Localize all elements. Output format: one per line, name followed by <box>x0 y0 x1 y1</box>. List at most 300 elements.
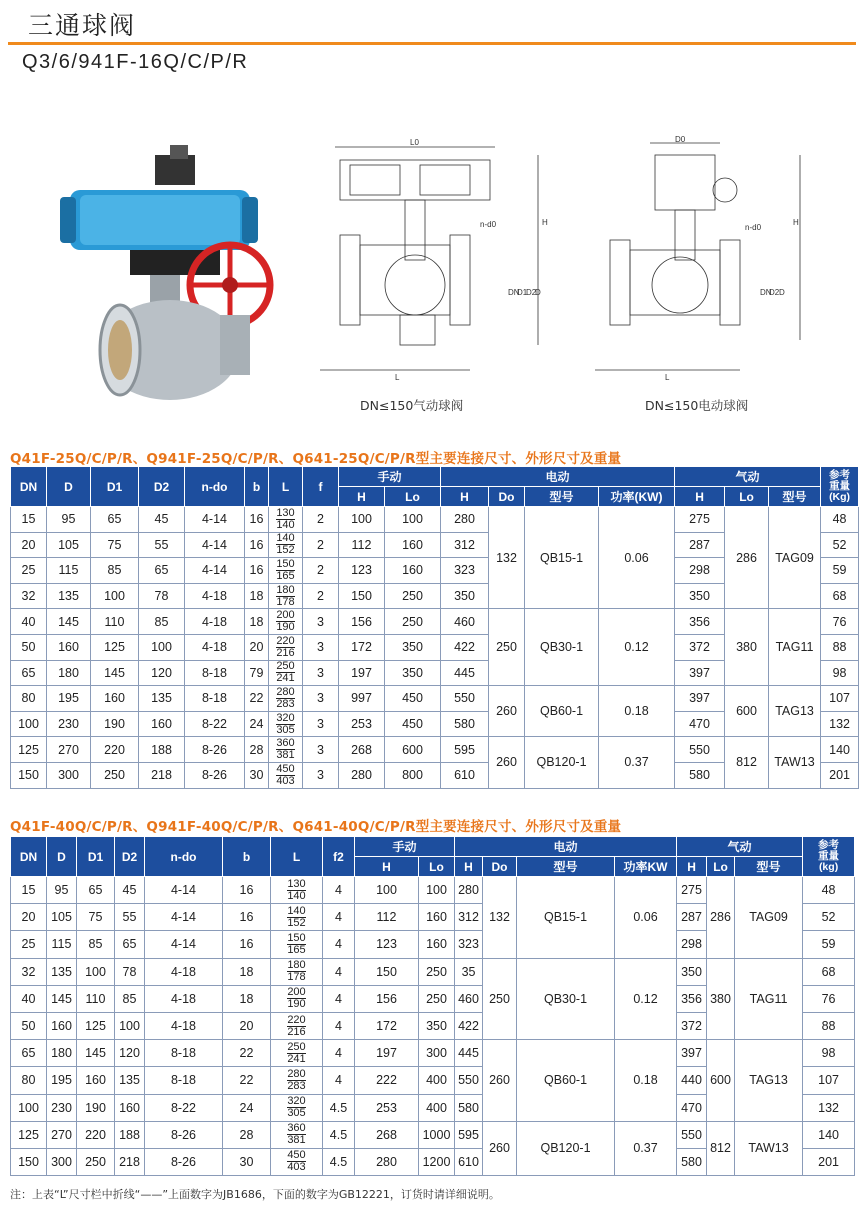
cell-weight: 107 <box>803 1067 855 1094</box>
cell-electric-h: 312 <box>441 532 489 558</box>
cell-weight: 48 <box>803 877 855 904</box>
cell-l <box>271 1012 323 1039</box>
cell-pneu-h: 580 <box>675 762 725 788</box>
cell-ndo: 8-18 <box>185 660 245 686</box>
cell-electric-h: 610 <box>441 762 489 788</box>
cell-f: 3 <box>303 634 339 660</box>
cell-dn: 100 <box>11 1094 47 1121</box>
cell-pneu-h: 440 <box>677 1067 707 1094</box>
cell-manual-lo: 450 <box>385 686 441 712</box>
cell-d: 135 <box>47 958 77 985</box>
cell-d2: 85 <box>115 985 145 1012</box>
cell-ndo: 8-22 <box>145 1094 223 1121</box>
cell-l-gb: 140 <box>287 889 306 902</box>
cell-l <box>269 660 303 686</box>
pneumatic-valve-drawing <box>320 135 550 385</box>
cell-ndo: 8-26 <box>145 1121 223 1148</box>
cell-electric-do: 132 <box>489 507 525 609</box>
cell-pneu-h: 287 <box>675 532 725 558</box>
cell-b: 22 <box>223 1040 271 1067</box>
col-manual: 手动 <box>355 837 455 857</box>
cell-electric-do: 260 <box>489 737 525 788</box>
col-manual-lo: Lo <box>385 487 441 507</box>
cell-dn: 20 <box>11 904 47 931</box>
cell-l-gb: 165 <box>276 569 295 582</box>
cell-d2: 218 <box>139 762 185 788</box>
cell-d1: 220 <box>77 1121 115 1148</box>
cell-dn: 80 <box>11 1067 47 1094</box>
cell-dn: 80 <box>11 686 47 712</box>
table1-title: Q41F-25Q/C/P/R、Q941F-25Q/C/P/R、Q641-25Q/C/P/R型主要连接尺寸、外形尺寸及重量 <box>10 451 622 467</box>
cell-manual-lo: 300 <box>419 1040 455 1067</box>
cell-d1: 110 <box>77 985 115 1012</box>
cell-pneu-h: 356 <box>677 985 707 1012</box>
cell-d2: 100 <box>115 1012 145 1039</box>
cell-pneu-lo: 812 <box>725 737 769 788</box>
cell-dn: 150 <box>11 762 47 788</box>
cell-electric-h: 445 <box>455 1040 483 1067</box>
cell-f: 4 <box>323 1012 355 1039</box>
cell-d1: 145 <box>91 660 139 686</box>
cell-manual-h: 156 <box>339 609 385 635</box>
cell-d1: 145 <box>77 1040 115 1067</box>
cell-l <box>271 904 323 931</box>
cell-d: 300 <box>47 762 91 788</box>
col-pneu-model: 型号 <box>769 487 821 507</box>
cell-electric-h: 323 <box>455 931 483 958</box>
cell-weight: 88 <box>821 634 859 660</box>
cell-pneu-model: TAG11 <box>769 609 821 686</box>
cell-d1: 75 <box>77 904 115 931</box>
cell-l <box>269 583 303 609</box>
cell-d2: 188 <box>115 1121 145 1148</box>
cell-l-jb: 280 <box>287 1067 306 1080</box>
cell-dn: 32 <box>11 958 47 985</box>
cell-d2: 55 <box>115 904 145 931</box>
cell-l-jb: 180 <box>287 959 306 972</box>
cell-l-gb: 190 <box>287 998 306 1011</box>
cell-electric-h: 280 <box>441 507 489 533</box>
cell-manual-lo: 250 <box>419 958 455 985</box>
cell-f: 2 <box>303 558 339 584</box>
cell-pneu-lo: 600 <box>707 1040 735 1122</box>
svg-text:n-d0: n-d0 <box>745 223 762 232</box>
cell-d1: 220 <box>91 737 139 763</box>
cell-electric-h: 35 <box>455 958 483 985</box>
cell-electric-model: QB15-1 <box>517 877 615 959</box>
cell-manual-h: 268 <box>355 1121 419 1148</box>
cell-b: 24 <box>223 1094 271 1121</box>
cell-l-gb: 305 <box>276 723 295 736</box>
cell-manual-lo: 1200 <box>419 1148 455 1175</box>
valve-photo <box>60 135 290 415</box>
cell-d2: 160 <box>115 1094 145 1121</box>
cell-electric-h: 580 <box>455 1094 483 1121</box>
cell-b: 18 <box>245 583 269 609</box>
col-manual-h: H <box>355 857 419 877</box>
cell-d2: 120 <box>139 660 185 686</box>
col-d2: D2 <box>115 837 145 877</box>
cell-manual-lo: 160 <box>419 931 455 958</box>
cell-d2: 55 <box>139 532 185 558</box>
cell-l <box>271 1121 323 1148</box>
cell-manual-h: 100 <box>339 507 385 533</box>
cell-f: 3 <box>303 762 339 788</box>
cell-d2: 65 <box>139 558 185 584</box>
cell-pneu-h: 470 <box>675 711 725 737</box>
cell-manual-lo: 800 <box>385 762 441 788</box>
cell-ndo: 4-14 <box>145 931 223 958</box>
cell-f: 3 <box>303 737 339 763</box>
cell-f: 3 <box>303 609 339 635</box>
col-electric-h: H <box>455 857 483 877</box>
cell-f: 4.5 <box>323 1121 355 1148</box>
col-ndo: n-do <box>145 837 223 877</box>
cell-manual-h: 123 <box>339 558 385 584</box>
cell-electric-h: 312 <box>455 904 483 931</box>
cell-l-jb: 360 <box>287 1122 306 1135</box>
cell-ndo: 4-18 <box>185 609 245 635</box>
cell-d2: 120 <box>115 1040 145 1067</box>
cell-manual-h: 123 <box>355 931 419 958</box>
cell-l <box>269 532 303 558</box>
cell-manual-lo: 350 <box>385 634 441 660</box>
col-electric: 电动 <box>455 837 677 857</box>
cell-pneu-model: TAW13 <box>769 737 821 788</box>
cell-dn: 65 <box>11 660 47 686</box>
cell-weight: 201 <box>803 1148 855 1175</box>
cell-l <box>269 711 303 737</box>
cell-l <box>269 737 303 763</box>
col-electric-do: Do <box>489 487 525 507</box>
cell-weight: 52 <box>803 904 855 931</box>
cell-b: 79 <box>245 660 269 686</box>
cell-manual-h: 268 <box>339 737 385 763</box>
cell-electric-power: 0.18 <box>599 686 675 737</box>
cell-l-gb: 140 <box>276 518 295 531</box>
col-manual-lo: Lo <box>419 857 455 877</box>
cell-d1: 85 <box>91 558 139 584</box>
cell-dn: 20 <box>11 532 47 558</box>
col-electric-h: H <box>441 487 489 507</box>
cell-pneu-model: TAG13 <box>735 1040 803 1122</box>
cell-pneu-lo: 286 <box>725 507 769 609</box>
cell-electric-h: 422 <box>455 1012 483 1039</box>
cell-d1: 125 <box>77 1012 115 1039</box>
col-dn: DN <box>11 467 47 507</box>
cell-l-gb: 152 <box>276 544 295 557</box>
cell-manual-lo: 350 <box>385 660 441 686</box>
cell-weight: 140 <box>803 1121 855 1148</box>
cell-b: 30 <box>223 1148 271 1175</box>
cell-d1: 190 <box>77 1094 115 1121</box>
cell-pneu-model: TAG09 <box>735 877 803 959</box>
cell-l <box>271 1040 323 1067</box>
cell-d: 270 <box>47 737 91 763</box>
cell-d: 105 <box>47 532 91 558</box>
cell-l-jb: 200 <box>276 609 295 622</box>
cell-ndo: 4-14 <box>145 877 223 904</box>
col-weight: 参考 重量 (Kg) <box>821 467 859 507</box>
cell-b: 24 <box>245 711 269 737</box>
cell-d2: 188 <box>139 737 185 763</box>
cell-f: 4 <box>323 931 355 958</box>
col-d: D <box>47 837 77 877</box>
cell-weight: 76 <box>821 609 859 635</box>
col-dn: DN <box>11 837 47 877</box>
cell-b: 28 <box>223 1121 271 1148</box>
cell-electric-power: 0.12 <box>599 609 675 686</box>
cell-l <box>271 1067 323 1094</box>
cell-electric-model: QB15-1 <box>525 507 599 609</box>
cell-electric-h: 445 <box>441 660 489 686</box>
cell-d: 160 <box>47 634 91 660</box>
cell-dn: 65 <box>11 1040 47 1067</box>
cell-d: 195 <box>47 686 91 712</box>
cell-dn: 40 <box>11 609 47 635</box>
cell-electric-model: QB120-1 <box>525 737 599 788</box>
cell-l-jb: 150 <box>276 557 295 570</box>
cell-l-jb: 200 <box>287 986 306 999</box>
cell-dn: 25 <box>11 558 47 584</box>
cell-d: 115 <box>47 931 77 958</box>
cell-l <box>271 1094 323 1121</box>
cell-pneu-lo: 812 <box>707 1121 735 1175</box>
cell-d2: 78 <box>139 583 185 609</box>
cell-manual-lo: 350 <box>419 1012 455 1039</box>
cell-d1: 250 <box>77 1148 115 1175</box>
cell-l-gb: 165 <box>287 943 306 956</box>
cell-l-gb: 305 <box>287 1107 306 1120</box>
col-electric-power: 功率(KW) <box>599 487 675 507</box>
cell-electric-model: QB120-1 <box>517 1121 615 1175</box>
col-pneumatic: 气动 <box>677 837 803 857</box>
cell-d2: 45 <box>139 507 185 533</box>
cell-f: 4.5 <box>323 1094 355 1121</box>
cell-l-jb: 450 <box>276 762 295 775</box>
cell-b: 20 <box>245 634 269 660</box>
cell-l-gb: 403 <box>276 774 295 787</box>
cell-electric-h: 422 <box>441 634 489 660</box>
cell-ndo: 4-14 <box>145 904 223 931</box>
cell-l-jb: 280 <box>276 685 295 698</box>
cell-electric-h: 460 <box>455 985 483 1012</box>
cell-manual-lo: 400 <box>419 1094 455 1121</box>
cell-dn: 50 <box>11 1012 47 1039</box>
cell-manual-h: 156 <box>355 985 419 1012</box>
cell-ndo: 8-18 <box>185 686 245 712</box>
cell-ndo: 4-14 <box>185 532 245 558</box>
cell-b: 28 <box>245 737 269 763</box>
cell-l-jb: 140 <box>276 532 295 545</box>
cell-b: 18 <box>223 958 271 985</box>
cell-l-jb: 320 <box>287 1095 306 1108</box>
col-manual: 手动 <box>339 467 441 487</box>
cell-electric-power: 0.12 <box>615 958 677 1040</box>
cell-l <box>269 609 303 635</box>
cell-ndo: 8-22 <box>185 711 245 737</box>
cell-d2: 135 <box>115 1067 145 1094</box>
cell-pneu-model: TAG09 <box>769 507 821 609</box>
cell-dn: 150 <box>11 1148 47 1175</box>
cell-pneu-lo: 286 <box>707 877 735 959</box>
col-pneu-h: H <box>677 857 707 877</box>
cell-ndo: 8-18 <box>145 1040 223 1067</box>
cell-f: 3 <box>303 686 339 712</box>
table-row <box>11 507 859 533</box>
cell-l <box>269 686 303 712</box>
cell-pneu-h: 287 <box>677 904 707 931</box>
cell-f: 4 <box>323 877 355 904</box>
cell-l-gb: 381 <box>287 1134 306 1147</box>
cell-d2: 65 <box>115 931 145 958</box>
svg-text:H: H <box>793 218 799 227</box>
svg-text:n-d0: n-d0 <box>480 220 497 229</box>
cell-d1: 125 <box>91 634 139 660</box>
cell-ndo: 4-14 <box>185 558 245 584</box>
cell-electric-h: 350 <box>441 583 489 609</box>
cell-electric-do: 132 <box>483 877 517 959</box>
col-l: L <box>271 837 323 877</box>
cell-l-gb: 152 <box>287 916 306 929</box>
cell-pneu-lo: 380 <box>707 958 735 1040</box>
title-rule <box>8 42 856 45</box>
cell-electric-h: 460 <box>441 609 489 635</box>
cell-d1: 160 <box>77 1067 115 1094</box>
cell-f: 4 <box>323 958 355 985</box>
cell-l-jb: 130 <box>287 877 306 890</box>
cell-d1: 100 <box>77 958 115 985</box>
cell-manual-h: 197 <box>339 660 385 686</box>
cell-b: 16 <box>245 532 269 558</box>
svg-text:D0: D0 <box>675 135 686 144</box>
cell-manual-h: 150 <box>339 583 385 609</box>
cell-d: 105 <box>47 904 77 931</box>
cell-d2: 100 <box>139 634 185 660</box>
cell-dn: 32 <box>11 583 47 609</box>
cell-weight: 107 <box>821 686 859 712</box>
cell-electric-h: 595 <box>455 1121 483 1148</box>
cell-f: 4 <box>323 1067 355 1094</box>
cell-b: 18 <box>245 609 269 635</box>
cell-manual-lo: 100 <box>385 507 441 533</box>
col-electric-model: 型号 <box>517 857 615 877</box>
cell-manual-h: 280 <box>339 762 385 788</box>
cell-l <box>271 958 323 985</box>
cell-dn: 25 <box>11 931 47 958</box>
col-pneumatic: 气动 <box>675 467 821 487</box>
cell-weight: 98 <box>803 1040 855 1067</box>
cell-electric-h: 550 <box>455 1067 483 1094</box>
cell-l-gb: 190 <box>276 621 295 634</box>
cell-pneu-h: 350 <box>675 583 725 609</box>
caption-pneumatic: DN≤150气动球阀 <box>360 398 464 413</box>
cell-b: 16 <box>223 877 271 904</box>
col-ndo: n-do <box>185 467 245 507</box>
cell-electric-do: 260 <box>489 686 525 737</box>
cell-pneu-h: 356 <box>675 609 725 635</box>
cell-l-jb: 180 <box>276 583 295 596</box>
cell-f: 4 <box>323 985 355 1012</box>
cell-pneu-h: 350 <box>677 958 707 985</box>
cell-pneu-model: TAW13 <box>735 1121 803 1175</box>
spec-table-25 <box>10 466 859 789</box>
cell-d: 135 <box>47 583 91 609</box>
cell-dn: 50 <box>11 634 47 660</box>
cell-pneu-lo: 380 <box>725 609 769 686</box>
cell-pneu-h: 298 <box>675 558 725 584</box>
cell-electric-power: 0.06 <box>615 877 677 959</box>
cell-manual-lo: 250 <box>385 609 441 635</box>
cell-electric-do: 250 <box>483 958 517 1040</box>
cell-l-jb: 150 <box>287 931 306 944</box>
cell-l <box>269 558 303 584</box>
cell-b: 22 <box>223 1067 271 1094</box>
cell-l-gb: 241 <box>287 1052 306 1065</box>
cell-d1: 85 <box>77 931 115 958</box>
cell-d: 145 <box>47 609 91 635</box>
cell-dn: 125 <box>11 737 47 763</box>
cell-ndo: 8-18 <box>145 1067 223 1094</box>
cell-d: 95 <box>47 507 91 533</box>
cell-f: 3 <box>303 711 339 737</box>
cell-electric-h: 323 <box>441 558 489 584</box>
cell-dn: 100 <box>11 711 47 737</box>
cell-electric-h: 610 <box>455 1148 483 1175</box>
col-electric-power: 功率KW <box>615 857 677 877</box>
cell-ndo: 8-26 <box>185 737 245 763</box>
cell-l-gb: 403 <box>287 1161 306 1174</box>
cell-f: 2 <box>303 583 339 609</box>
cell-pneu-h: 372 <box>677 1012 707 1039</box>
cell-manual-h: 172 <box>355 1012 419 1039</box>
cell-l-gb: 283 <box>287 1079 306 1092</box>
cell-electric-do: 260 <box>483 1040 517 1122</box>
cell-manual-lo: 160 <box>419 904 455 931</box>
col-d1: D1 <box>77 837 115 877</box>
cell-d: 115 <box>47 558 91 584</box>
cell-electric-h: 580 <box>441 711 489 737</box>
cell-pneu-h: 298 <box>677 931 707 958</box>
cell-manual-lo: 250 <box>385 583 441 609</box>
cell-d1: 160 <box>91 686 139 712</box>
cell-l-gb: 381 <box>276 749 295 762</box>
cell-f: 2 <box>303 507 339 533</box>
cell-l <box>271 985 323 1012</box>
cell-ndo: 4-18 <box>145 1012 223 1039</box>
cell-electric-do: 260 <box>483 1121 517 1175</box>
cell-pneu-h: 275 <box>675 507 725 533</box>
cell-manual-lo: 100 <box>419 877 455 904</box>
cell-d1: 250 <box>91 762 139 788</box>
svg-text:D1: D1 <box>517 288 528 297</box>
cell-l-jb: 220 <box>287 1013 306 1026</box>
col-electric: 电动 <box>441 467 675 487</box>
cell-l-gb: 216 <box>287 1025 306 1038</box>
footnote: 注：上表“L”尺寸栏中折线“——”上面数字为JB1686，下面的数字为GB12221，订货时请详细说明。 <box>10 1188 500 1201</box>
cell-d2: 160 <box>139 711 185 737</box>
cell-electric-model: QB30-1 <box>525 609 599 686</box>
cell-l-jb: 250 <box>287 1040 306 1053</box>
cell-electric-power: 0.37 <box>615 1121 677 1175</box>
cell-pneu-h: 397 <box>675 660 725 686</box>
cell-weight: 52 <box>821 532 859 558</box>
cell-d: 270 <box>47 1121 77 1148</box>
cell-l-jb: 450 <box>287 1149 306 1162</box>
cell-manual-h: 280 <box>355 1148 419 1175</box>
cell-electric-h: 280 <box>455 877 483 904</box>
table-row <box>11 1121 855 1148</box>
